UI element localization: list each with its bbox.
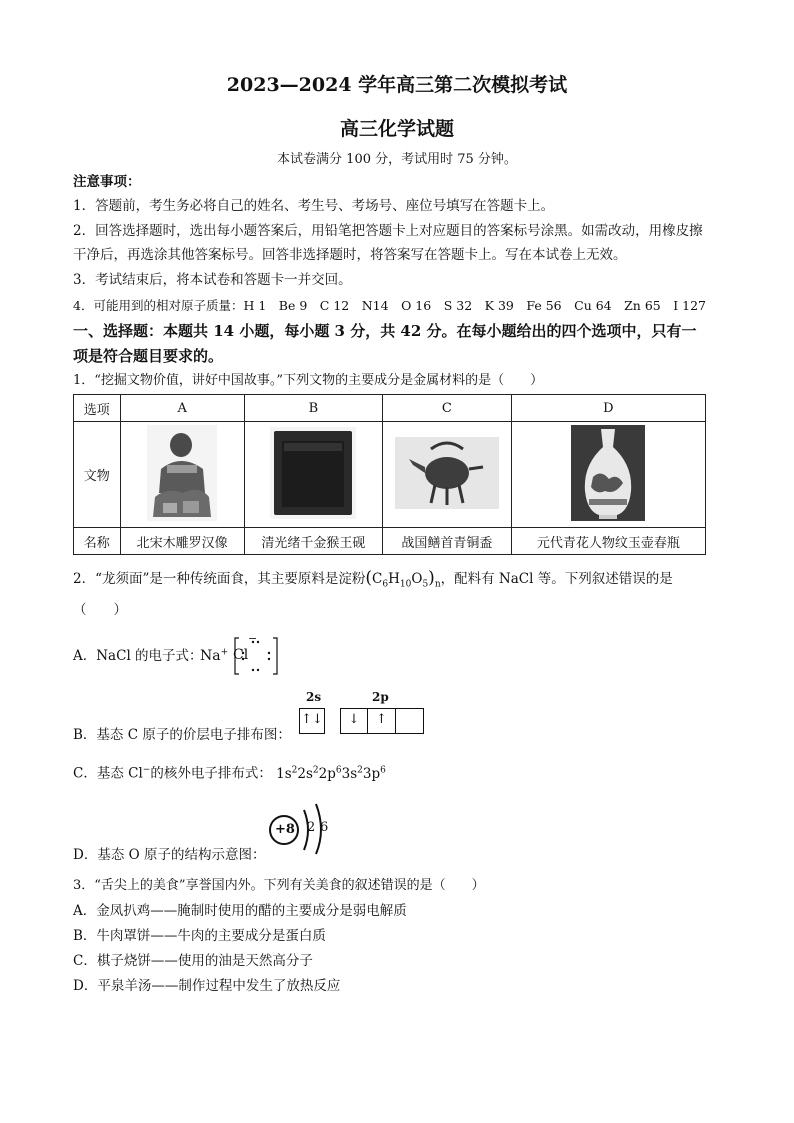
q3-option: C．棋子烧饼——使用的油是天然高分子 bbox=[73, 953, 313, 969]
option-header: C bbox=[383, 395, 512, 422]
shell-electrons: 2 bbox=[307, 820, 316, 835]
q3-option: B．牛肉罩饼——牛肉的主要成分是蛋白质 bbox=[73, 928, 326, 944]
q2-option-d: D．基态 O 原子的结构示意图： bbox=[73, 847, 266, 863]
row-label: 名称 bbox=[74, 528, 121, 555]
config-term: 2s bbox=[297, 765, 313, 782]
q3-option: D．平泉羊汤——制作过程中发生了放热反应 bbox=[73, 978, 341, 994]
q3-option: A．金凤扒鸡——腌制时使用的醋的主要成分是弱电解质 bbox=[73, 903, 407, 919]
orbital-box bbox=[396, 708, 424, 734]
row-label: 选项 bbox=[74, 395, 121, 422]
charge-superscript: + bbox=[220, 647, 229, 658]
formula-subscript: 10 bbox=[399, 579, 412, 590]
formula-subscript: 5 bbox=[422, 579, 429, 590]
artifact-name: 战国鳝首青铜盉 bbox=[383, 528, 512, 555]
orbital-label-2s: 2s bbox=[306, 690, 322, 704]
option-label: B．基态 C 原子的价层电子排布图： bbox=[73, 727, 291, 743]
config-superscript: 2 bbox=[312, 765, 319, 775]
porcelain-vase-image bbox=[571, 425, 645, 521]
config-term: 2p bbox=[318, 765, 336, 782]
artifact-name: 北宋木雕罗汉像 bbox=[120, 528, 244, 555]
option-label: 的核外电子排布式： bbox=[150, 765, 272, 782]
artifact-name: 元代青花人物纹玉壶春瓶 bbox=[511, 528, 705, 555]
q1-table bbox=[73, 394, 706, 555]
q2-option-a bbox=[73, 646, 203, 666]
config-superscript: 6 bbox=[335, 765, 342, 775]
orbital-box: ↑ bbox=[368, 708, 396, 734]
artifact-name: 清光绪千金猴王砚 bbox=[244, 528, 382, 555]
option-header: B bbox=[244, 395, 382, 422]
note-item: 2．回答选择题时，选出每小题答案后，用铅笔把答题卡上对应题目的答案标号涂黑。如需改动，用橡皮擦 bbox=[73, 223, 703, 239]
bronze-vessel-image bbox=[395, 437, 499, 509]
wooden-statue-image bbox=[147, 425, 217, 521]
notes-heading: 注意事项： bbox=[73, 174, 141, 190]
q2-stem-text: ，配料有 NaCl 等。下列叙述错误的是 bbox=[440, 571, 673, 587]
config-superscript: 6 bbox=[380, 765, 386, 775]
section-heading bbox=[73, 319, 733, 369]
orbital-box: ↑↓ bbox=[299, 708, 325, 734]
orbital-2p-boxes bbox=[340, 708, 424, 734]
q2-option-c bbox=[73, 760, 386, 784]
option-header: D bbox=[511, 395, 705, 422]
artifact-image-c bbox=[383, 422, 512, 528]
section-heading-line: 项是符合题目要求的。 bbox=[73, 347, 224, 365]
q2-answer-paren: （ ） bbox=[73, 602, 127, 618]
note-item: 干净后，再选涂其他答案标号。回答非选择题时，将答案写在答题卡上。写在本试卷上无效。 bbox=[73, 247, 627, 263]
orbital-2s-box bbox=[299, 708, 325, 734]
artifact-image-b bbox=[244, 422, 382, 528]
inkstone-image bbox=[270, 427, 356, 519]
note-item: 1．答题前，考生务必将自己的姓名、考生号、考场号、座位号填写在答题卡上。 bbox=[73, 198, 555, 214]
config-term: 3s bbox=[341, 765, 358, 782]
section-heading-line: 一、选择题：本题共 14 小题，每小题 3 分，共 42 分。在每小题给出的四个选项中，只有一 bbox=[73, 322, 697, 340]
option-label: A．NaCl 的电子式： bbox=[73, 648, 203, 664]
formula-subscript: n bbox=[434, 579, 441, 590]
orbital-box: ↓ bbox=[340, 708, 368, 734]
nucleus-charge: +8 bbox=[275, 822, 295, 837]
note-item: 4．可能用到的相对原子质量：H 1 Be 9 C 12 N14 O 16 S 32 K 39 Fe 56 Cu 64 Zn 65 I 127 bbox=[73, 298, 707, 313]
artifact-image-d bbox=[511, 422, 705, 528]
chlorine-symbol: Cl bbox=[233, 647, 249, 663]
q2-stem: 2．“龙须面”是一种传统面食，其主要原料是淀粉$(C_6H_{10}O_5)_n$，配料有 NaCl 等。下列叙述错误的是 bbox=[73, 568, 673, 590]
row-label: 文物 bbox=[74, 422, 121, 528]
q3-stem: 3．“舌尖上的美食”享誉国内外。下列有关美食的叙述错误的是（ ） bbox=[73, 878, 485, 893]
formula-subscript: 6 bbox=[382, 579, 389, 590]
exam-info: 本试卷满分 100 分，考试用时 75 分钟。 bbox=[277, 152, 517, 167]
config-superscript: 2 bbox=[291, 765, 298, 775]
formula-symbol: O bbox=[411, 571, 423, 587]
charge-superscript: − bbox=[248, 632, 258, 645]
charge-superscript: − bbox=[142, 765, 151, 775]
orbital-label-2p: 2p bbox=[372, 690, 389, 704]
electron-configuration bbox=[276, 766, 386, 782]
formula-symbol: C bbox=[372, 571, 383, 587]
note-item: 3．考试结束后，将本试卷和答题卡一并交回。 bbox=[73, 272, 352, 288]
q2-option-b bbox=[73, 725, 291, 745]
config-term: 3p bbox=[362, 765, 381, 782]
q2-stem-text: 2．“龙须面”是一种传统面食，其主要原料是淀粉 bbox=[73, 571, 366, 587]
config-superscript: 2 bbox=[357, 765, 363, 775]
artifact-image-a bbox=[120, 422, 244, 528]
subject-title: 高三化学试题 bbox=[339, 118, 454, 140]
option-header: A bbox=[120, 395, 244, 422]
q1-stem: 1．“挖掘文物价值，讲好中国故事。”下列文物的主要成分是金属材料的是（ ） bbox=[73, 373, 544, 388]
config-term: 1s bbox=[276, 765, 292, 782]
formula-symbol: H bbox=[388, 571, 400, 587]
exam-title: 2023—2024 学年高三第二次模拟考试 bbox=[226, 74, 568, 96]
option-label: C．基态 Cl bbox=[73, 765, 143, 782]
shell-electrons: 6 bbox=[320, 820, 329, 835]
sodium-symbol: Na bbox=[200, 648, 221, 664]
